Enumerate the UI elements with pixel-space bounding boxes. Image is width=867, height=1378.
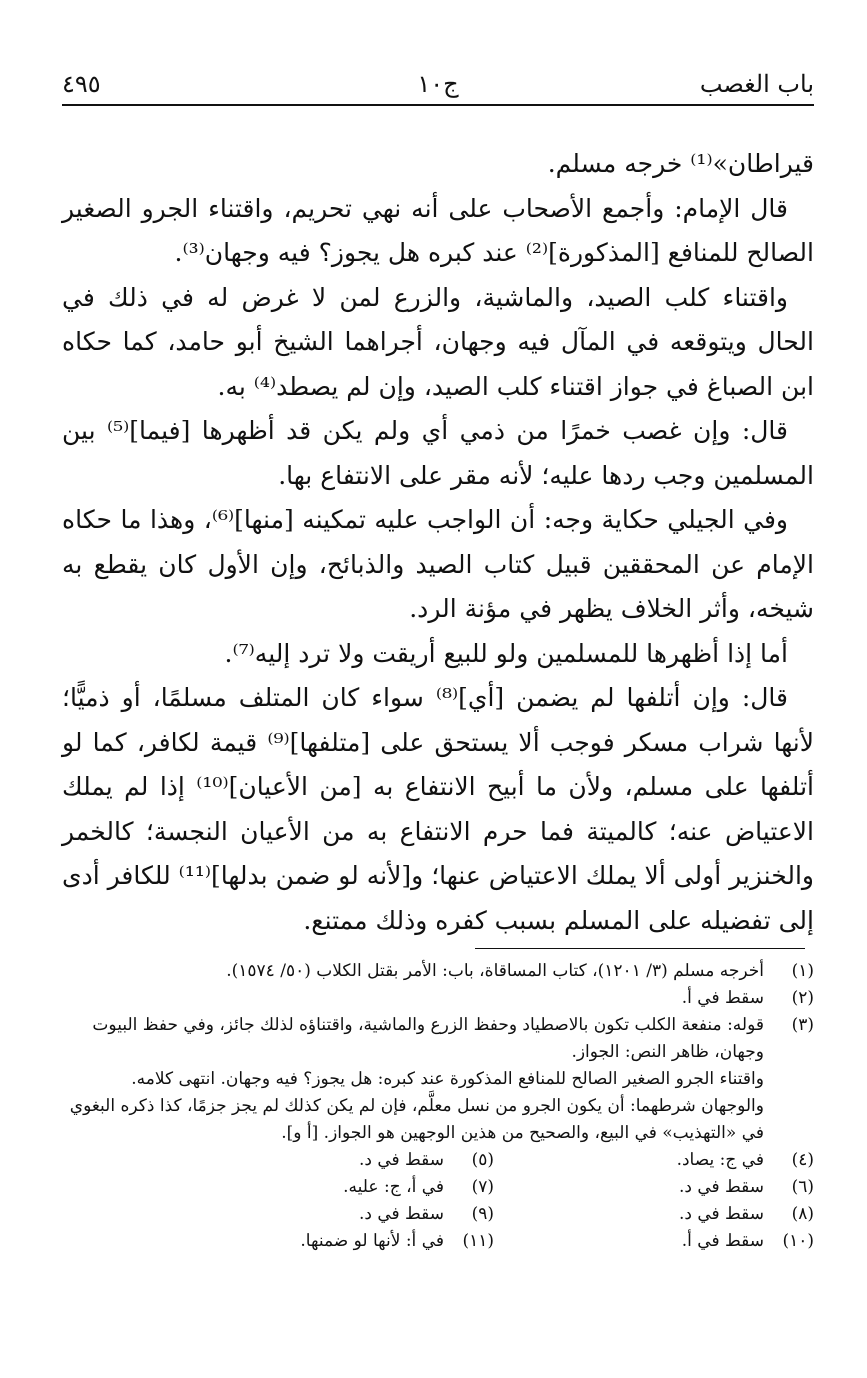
chapter-title: باب الغصب xyxy=(699,70,814,98)
footnote xyxy=(62,985,814,1012)
footnote-number: (٤) xyxy=(791,1150,814,1170)
paragraph: واقتناء كلب الصيد، والماشية، والزرع لمن لا غرض له في ذلك في الحال ويتوقعه في المآل فيه وجهان، أجراهما الشيخ أبو حامد، كما حكاه ابن الصباغ في جواز اقتناء كلب الصيد، وإن لم يصطد⁽⁴⁾ به. xyxy=(62,282,814,401)
paragraph: قيراطان»⁽¹⁾ خرجه مسلم. xyxy=(547,149,814,178)
footnote xyxy=(214,1228,494,1255)
footnote-continuation: والوجهان شرطهما: أن يكون الجرو من نسل معلَّم، فإن لم يكن كذلك لم يجز جزمًا، كذا ذكره البغوي في «التهذيب» في البيع، والصحيح من هذين الوجهين هو الجواز. [أ و]. xyxy=(69,1096,764,1143)
paragraph: قال: وإن أتلفها لم يضمن [أي]⁽⁸⁾ سواء كان المتلف مسلمًا، أو ذميًّا؛ لأنها شراب مسكر فوجب ألا يستحق على [متلفها]⁽⁹⁾ قيمة لكافر، كما لو أتلفها على مسلم، ولأن ما أبيح الانتفاع به [من الأعيان]⁽¹⁰⁾ إذا لم يملك الاعتياض عنه؛ كالميتة فما حرم الانتفاع به من الأعيان النجسة؛ كالخمر والخنزير أولى ألا يملك الاعتياض عنها؛ و[لأنه لو ضمن بدلها]⁽¹¹⁾ للكافر أدى إلى تفضيله على المسلم بسبب كفره وذلك ممتنع. xyxy=(62,683,814,935)
footnotes xyxy=(62,958,814,1255)
footnote-text: سقط في د. xyxy=(678,1177,764,1197)
footnote xyxy=(534,1147,814,1174)
footnote xyxy=(62,958,814,985)
footnote-grid xyxy=(214,1147,814,1255)
paragraph: أما إذا أظهرها للمسلمين ولو للبيع أريقت ولا ترد إليه⁽⁷⁾. xyxy=(224,638,788,668)
footnote-text: سقط في د. xyxy=(358,1150,444,1170)
footnote-number: (٥) xyxy=(471,1150,494,1170)
footnote-number: (٩) xyxy=(471,1204,494,1224)
footnote-text: في ج: يصاد. xyxy=(676,1150,764,1170)
footnote-number: (٧) xyxy=(471,1177,494,1197)
footnote-text: سقط في د. xyxy=(358,1204,444,1224)
footnote-text: سقط في أ. xyxy=(681,988,764,1008)
main-text xyxy=(62,142,814,943)
footnote-number: (٢) xyxy=(791,988,814,1008)
footnote-number: (١١) xyxy=(462,1231,494,1251)
footnote xyxy=(534,1201,814,1228)
page-number: ٤٩٥ xyxy=(62,70,101,98)
volume-label: ج١٠ xyxy=(417,70,459,98)
footnote-number: (١٠) xyxy=(782,1231,814,1251)
footnote xyxy=(214,1174,494,1201)
footnote xyxy=(214,1147,494,1174)
footnote-number: (٦) xyxy=(791,1177,814,1197)
footnote xyxy=(62,1012,814,1066)
paragraph: وفي الجيلي حكاية وجه: أن الواجب عليه تمكينه [منها]⁽⁶⁾، وهذا ما حكاه الإمام عن المحققين قبيل كتاب الصيد والذبائح، وإن الأول كان يقطع به شيخه، وأثر الخلاف يظهر في مؤنة الرد. xyxy=(62,505,814,623)
footnote-number: (١) xyxy=(791,961,814,981)
paragraph: قال الإمام: وأجمع الأصحاب على أنه نهي تحريم، واقتناء الجرو الصغير الصالح للمنافع [المذكورة]⁽²⁾ عند كبره هل يجوز؟ فيه وجهان⁽³⁾. xyxy=(62,193,814,267)
footnote xyxy=(214,1201,494,1228)
running-header xyxy=(62,64,814,104)
paragraph: قال: وإن غصب خمرًا من ذمي أي ولم يكن قد أظهرها [فيما]⁽⁵⁾ بين المسلمين وجب ردها عليه؛ لأنه مقر على الانتفاع بها. xyxy=(62,416,814,490)
footnote-number: (٨) xyxy=(791,1204,814,1224)
footnote-text: أخرجه مسلم (٣/ ١٢٠١)، كتاب المساقاة، باب: الأمر بقتل الكلاب (٥٠/ ١٥٧٤). xyxy=(226,961,764,981)
footnote-text: سقط في د. xyxy=(678,1204,764,1224)
footnote-continuation: واقتناء الجرو الصغير الصالح للمنافع المذكورة عند كبره: هل يجوز؟ فيه وجهان. انتهى كلامه. xyxy=(131,1069,764,1089)
footnote-number: (٣) xyxy=(791,1015,814,1035)
footnote-text: في أ، ج: عليه. xyxy=(343,1177,444,1197)
footnote xyxy=(534,1174,814,1201)
footnote-text: سقط في أ. xyxy=(681,1231,764,1251)
footnote-separator xyxy=(475,948,805,949)
footnote-text: قوله: منفعة الكلب تكون بالاصطياد وحفظ الزرع والماشية، واقتناؤه لذلك جائز، وفي حفظ البيوت وجهان، ظاهر النص: الجواز. xyxy=(92,1015,764,1062)
footnote xyxy=(534,1228,814,1255)
header-rule xyxy=(62,104,814,106)
footnote-text: في أ: لأنها لو ضمنها. xyxy=(300,1231,444,1251)
